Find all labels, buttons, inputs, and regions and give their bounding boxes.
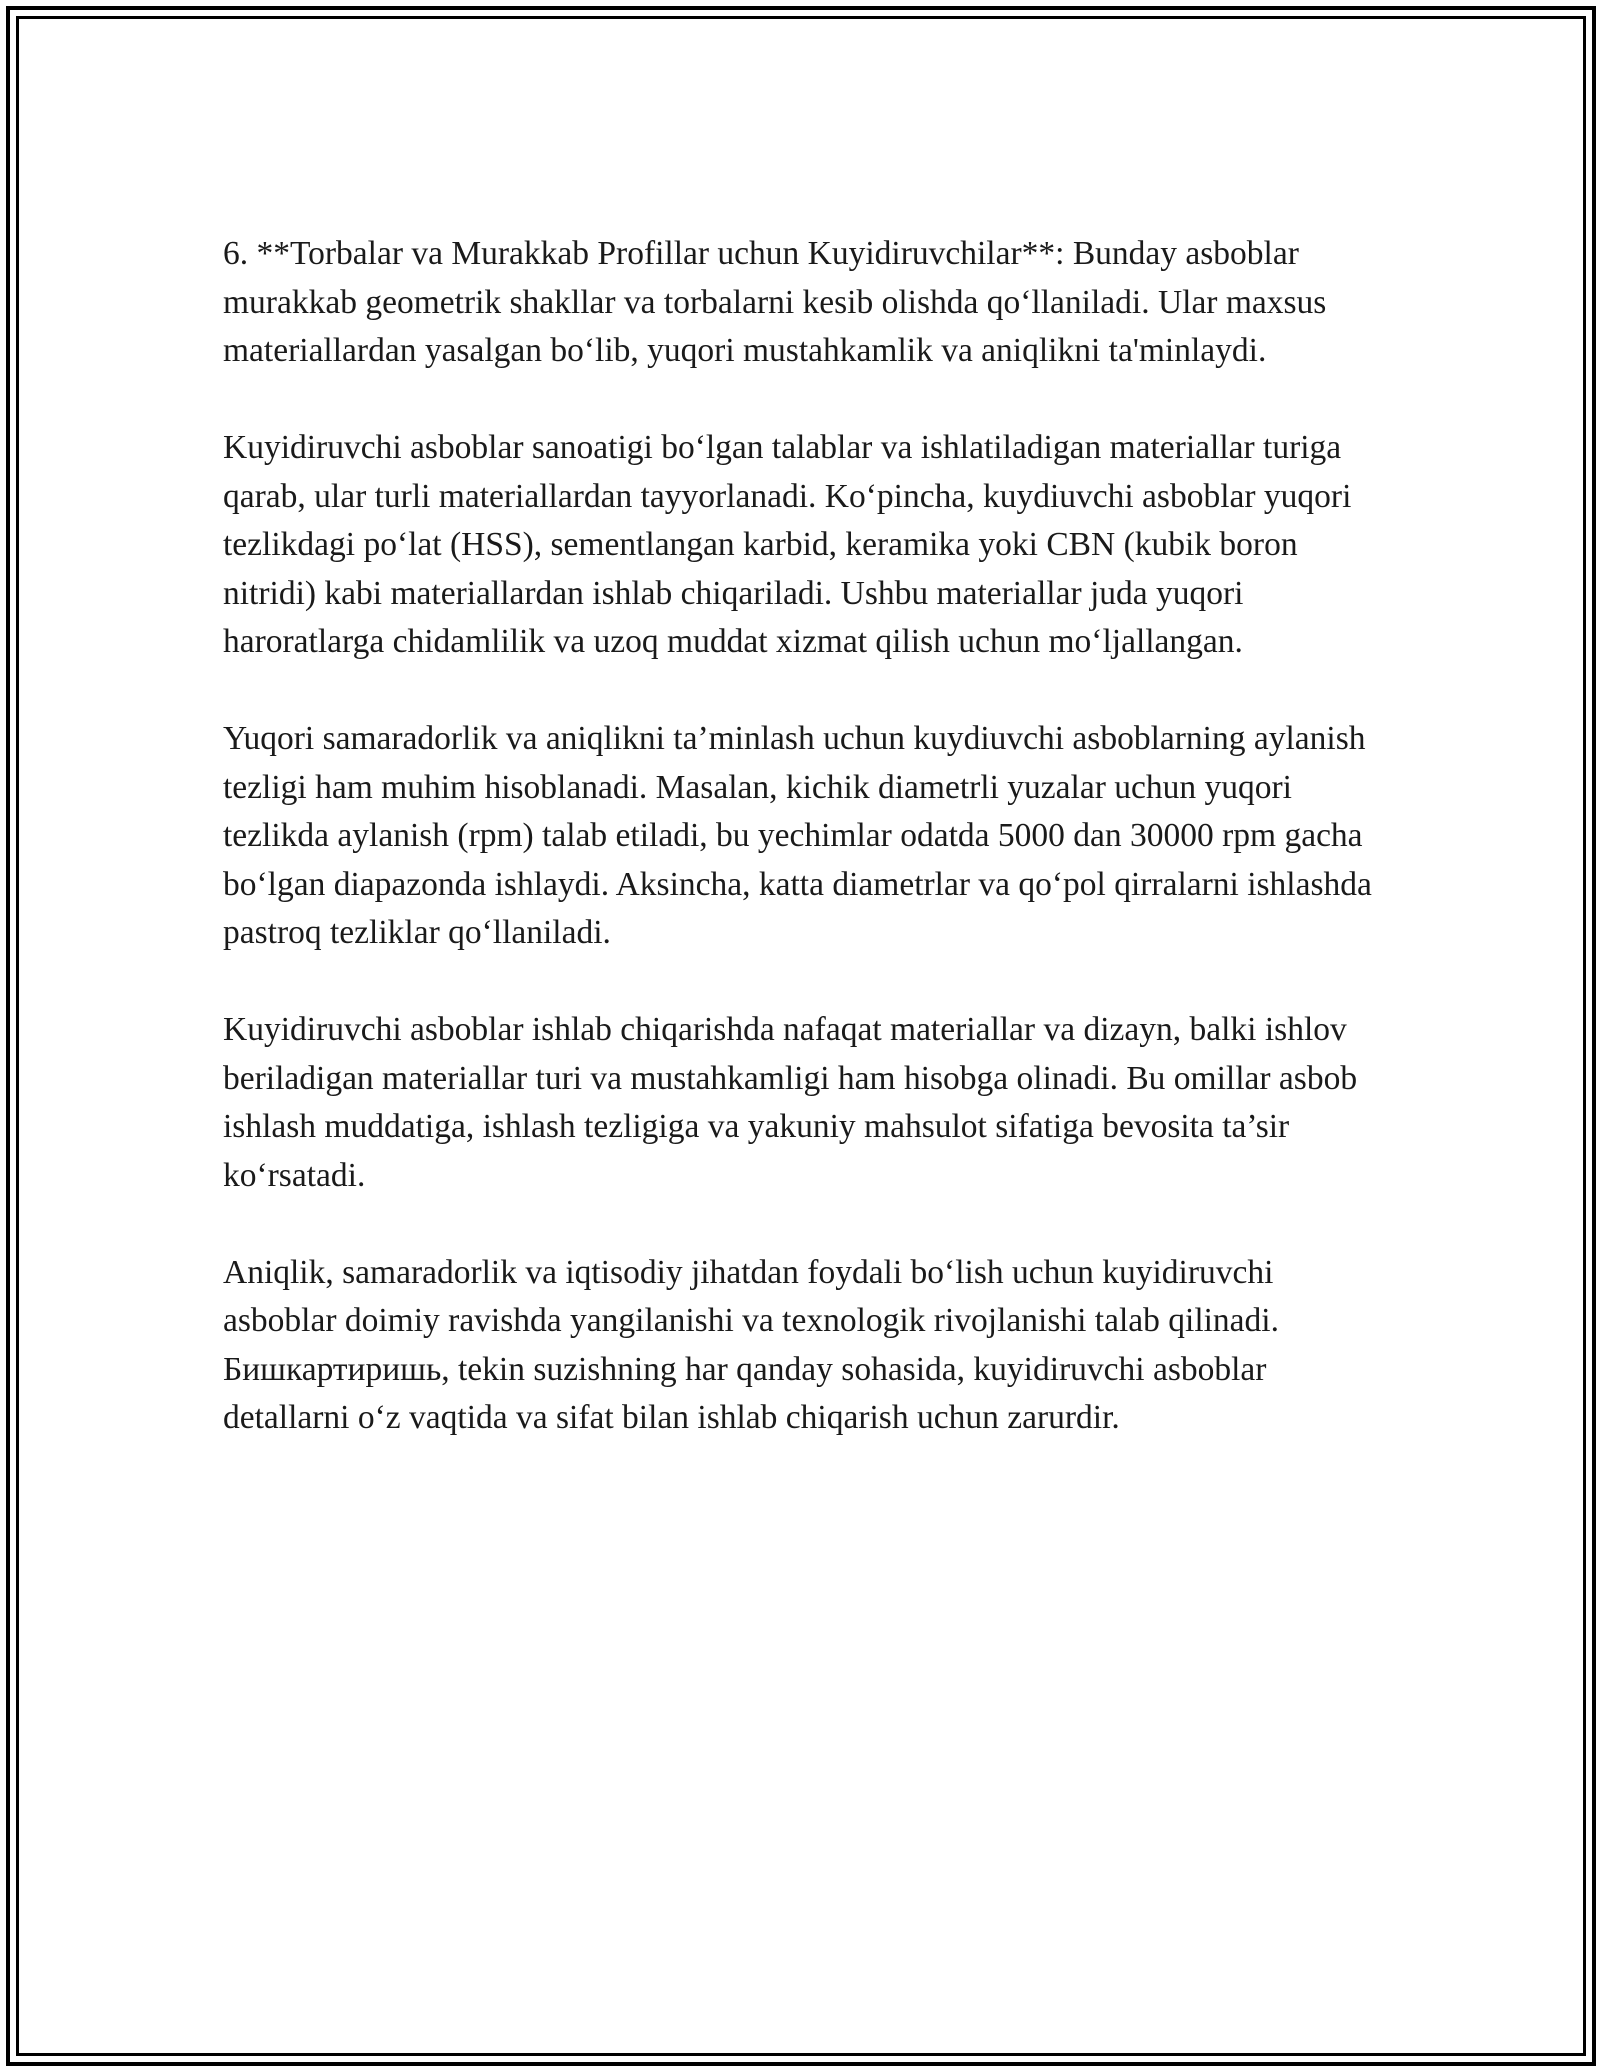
paragraph-rotation-speed: Yuqori samaradorlik va aniqlikni ta’minlash uchun kuydiuvchi asboblarning aylanish tezligi ham muhim hisoblanadi. Masalan, kichik diametrli yuzalar uchun yuqori tezlikda aylanish (rpm) talab etiladi, bu yechimlar odatda 5000 dan 30000 rpm gacha bo‘lgan diapazonda ishlaydi. Aksincha, katta diametrlar va qo‘pol qirralarni ishlashda pastroq tezliklar qo‘llaniladi. <box>223 720 1372 951</box>
paragraph-production-factors: Kuyidiruvchi asboblar ishlab chiqarishda nafaqat materiallar va dizayn, balki ishlov beriladigan materiallar turi va mustahkamligi ham hisobga olinadi. Bu omillar asbob ishlash muddatiga, ishlash tezligiga va yakuniy mahsulot sifatiga bevosita ta’sir ko‘rsatadi. <box>223 1011 1358 1194</box>
paragraph-tool-materials: Kuyidiruvchi asboblar sanoatigi bo‘lgan talablar va ishlatiladigan materiallar turiga qarab, ular turli materiallardan tayyorlanadi. Ko‘pincha, kuydiuvchi asboblar yuqori tezlikdagi po‘lat (HSS), sementlangan karbid, keramika yoki CBN (kubik boron nitridi) kabi materiallardan ishlab chiqariladi. Ushbu materiallar juda yuqori haroratlarga chidamlilik va uzoq muddat xizmat qilish uchun mo‘ljallangan. <box>223 429 1352 660</box>
document-body <box>223 230 1378 1491</box>
paragraph-tools-for-pockets: 6. **Torbalar va Murakkab Profillar uchun Kuyidiruvchilar**: Bunday asboblar murakkab geometrik shakllar va torbalarni kesib olishda qo‘llaniladi. Ular maxsus materiallardan yasalgan bo‘lib, yuqori mustahkamlik va aniqlikni ta'minlaydi. <box>223 235 1327 369</box>
paragraph-conclusion: Aniqlik, samaradorlik va iqtisodiy jihatdan foydali bo‘lish uchun kuyidiruvchi asboblar doimiy ravishda yangilanishi va texnologik rivojlanishi talab qilinadi. Бишкартиришь, tekin suzishning har qanday sohasida, kuyidiruvchi asboblar detallarni o‘z vaqtida va sifat bilan ishlab chiqarish uchun zarurdir. <box>223 1253 1279 1436</box>
